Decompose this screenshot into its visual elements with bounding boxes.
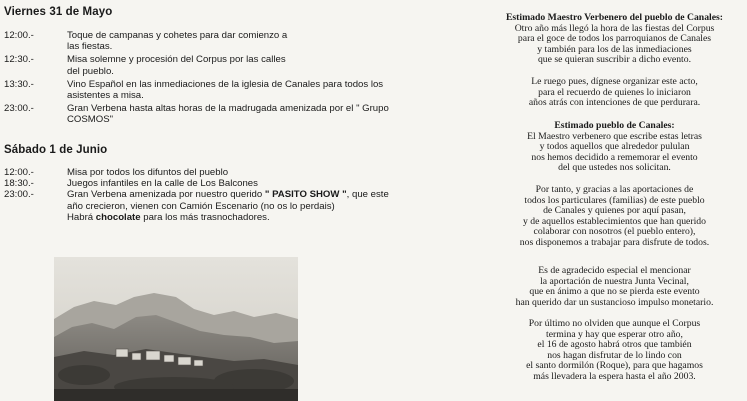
band-name: " PASITO SHOW " <box>264 189 347 201</box>
letter-line: Le ruego pues, dígnese organizar este acto, <box>531 76 698 87</box>
schedule-row <box>4 167 404 178</box>
event-time: 23:00.- <box>4 189 34 201</box>
letter-line: para el recuerdo de quienes lo iniciaron <box>538 86 691 98</box>
letter-line: nos hagan disfrutar de lo lindo con <box>547 349 682 361</box>
chocolate-highlight: chocolate <box>95 211 141 223</box>
event-description: Gran Verbena amenizada por nuestro querido " PASITO SHOW ", que este año crecieron, vienen con Camión Escenario (no os lo perdais) <box>67 189 389 212</box>
landscape-image <box>54 257 298 401</box>
letter-line: todos los particulares (familias) de este pueblo <box>524 194 705 206</box>
schedule-row <box>4 30 404 52</box>
letter-line: y de aquellos establecimientos que han querido <box>523 215 706 227</box>
letter-line: que se quieran suscribir a dicho evento. <box>537 54 692 66</box>
schedule-row <box>4 178 404 189</box>
letter-line: el santo dormilón (Roque), para que hagamos <box>526 360 703 372</box>
event-time: 12:00.- <box>4 167 34 178</box>
letter-line: del que ustedes nos solicitan. <box>558 162 671 174</box>
saturday-schedule <box>4 167 404 223</box>
letter-line: El Maestro verbenero que escribe estas letras <box>527 130 702 142</box>
event-time: 23:00.- <box>4 103 34 115</box>
letter-line: para el goce de todos los parroquianos de Canales <box>517 33 712 45</box>
event-description: Juegos infantiles en la calle de Los Balcones <box>67 178 258 190</box>
letter-line: años atrás con intenciones de que perdurara. <box>528 97 701 109</box>
friday-schedule <box>4 30 404 126</box>
letter-line: Es de agradecido especial el mencionar <box>538 265 691 276</box>
letter-paragraph <box>482 121 747 174</box>
letter-paragraph <box>482 319 747 382</box>
event-description: Misa solemne y procesión del Corpus por las calles del pueblo. <box>67 54 286 77</box>
letter-line: más llevadera la espera hasta el año 2003. <box>533 370 696 382</box>
friday-title: Viernes 31 de Mayo <box>4 6 113 18</box>
village-landscape-photo <box>54 257 298 401</box>
letter-line: Por tanto, y gracias a las aportaciones de <box>535 184 694 195</box>
letter-line: nos disponemos a trabajar para disfrute de todos. <box>519 236 710 248</box>
letter-line: han querido dar un sustancioso impulso monetario. <box>515 296 714 308</box>
event-description: Toque de campanas y cohetes para dar comienzo a las fiestas. <box>67 30 288 53</box>
event-time: 12:30.- <box>4 54 34 66</box>
schedule-row <box>4 212 404 223</box>
letter-line: la aportación de nuestra Junta Vecinal, <box>540 275 689 287</box>
letter-heading: Estimado Maestro Verbenero del pueblo de Canales: <box>505 12 724 23</box>
letter-line: Otro año más llegó la hora de las fiestas del Corpus <box>514 22 715 34</box>
letter-line: y también para los de las inmediaciones <box>537 43 692 55</box>
letter-line: que en ánimo a que no se pierda este evento <box>529 286 700 298</box>
letter-line: nos hemos decidido a rememorar el evento <box>531 151 698 163</box>
letter-line: de Canales y quienes por aquí pasan, <box>543 205 686 217</box>
letter-paragraph <box>482 13 747 66</box>
saturday-title: Sábado 1 de Junio <box>4 144 108 156</box>
letter-line: el 16 de agosto habrá otros que también <box>537 339 692 351</box>
schedule-row <box>4 189 404 211</box>
letter-paragraph <box>482 266 747 308</box>
event-description: Vino Español en las inmediaciones de la iglesia de Canales para todos los asistentes a misa. <box>67 78 384 102</box>
event-time: 12:00.- <box>4 30 34 41</box>
letter-line: colaborar con nosotros (el pueblo entero), <box>533 226 696 238</box>
event-description: Habrá chocolate para los más trasnochadores. <box>67 211 270 223</box>
schedule-row <box>4 79 404 101</box>
letter-line: y todos aquellos que alrededor pululan <box>539 141 690 153</box>
event-time: 13:30.- <box>4 78 34 90</box>
letter-line: Por último no olviden que aunque el Corpus <box>528 318 701 329</box>
letter-paragraph <box>482 77 747 109</box>
letter-paragraph <box>482 185 747 248</box>
schedule-row <box>4 103 404 125</box>
letter-line: termina y hay que esperar otro año, <box>546 328 683 340</box>
schedule-row <box>4 54 404 76</box>
event-description: Misa por todos los difuntos del pueblo <box>67 167 229 178</box>
letter-heading: Estimado pueblo de Canales: <box>554 120 675 131</box>
event-description: Gran Verbena hasta altas horas de la madrugada amenizada por el " Grupo COSMOS" <box>67 103 389 126</box>
event-time: 18:30.- <box>4 178 34 190</box>
